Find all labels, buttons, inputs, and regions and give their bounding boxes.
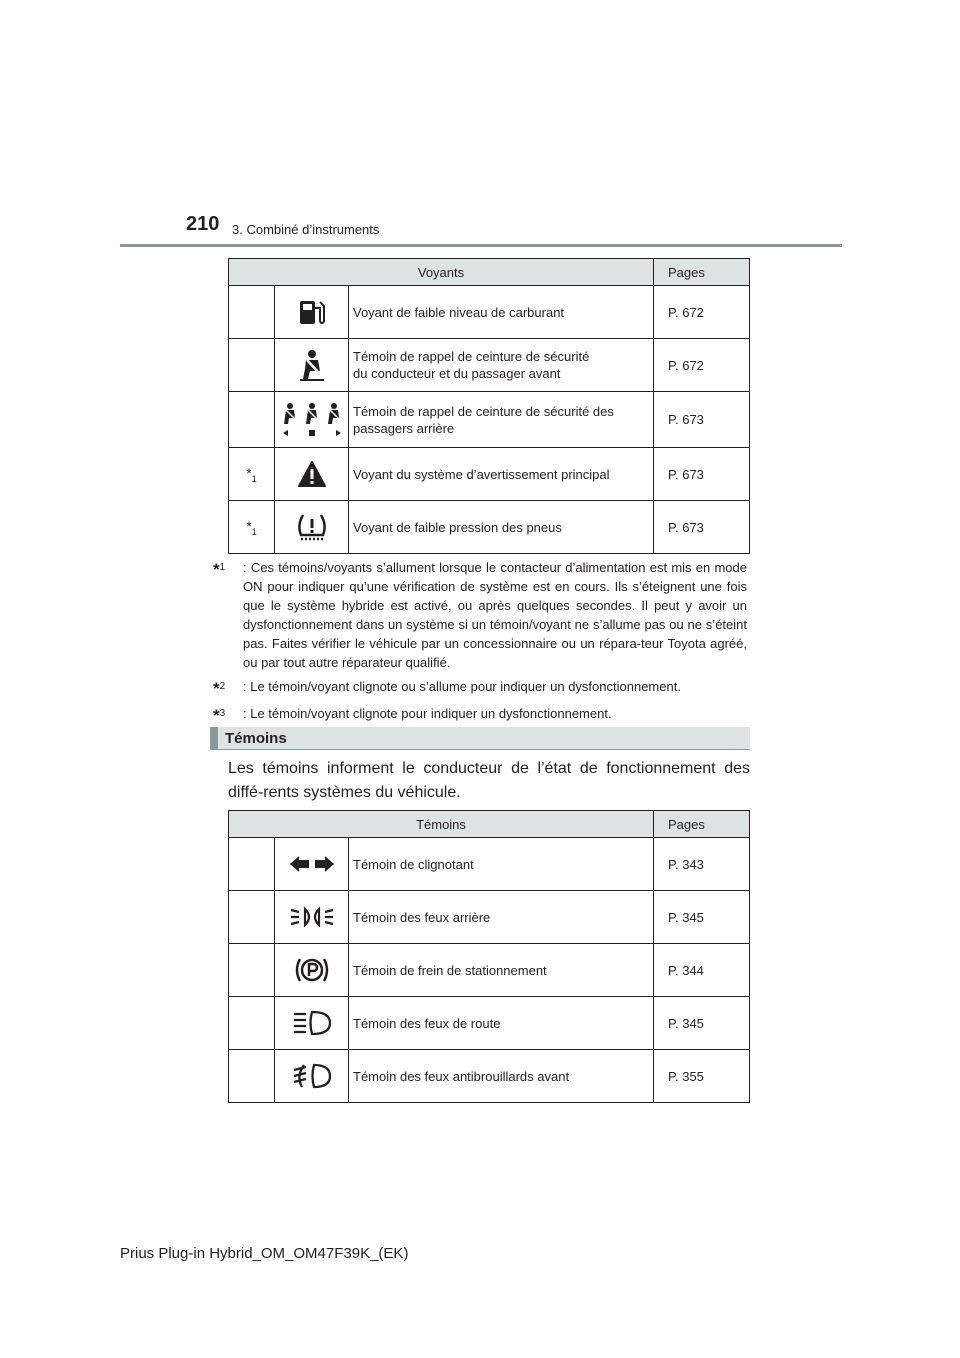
- indicator-lights-table: [228, 810, 750, 1103]
- page-reference: P. 345: [654, 997, 750, 1050]
- footnote: *$^2$ : Le témoin/voyant clignote ou s’allume pour indiquer un dysfonctionnement.: [213, 677, 747, 699]
- turn-signal-icon: [275, 838, 349, 891]
- row-description: Témoin de frein de stationnement: [349, 944, 654, 997]
- column-header-pages: Pages: [654, 811, 750, 838]
- page-reference: P. 345: [654, 891, 750, 944]
- table-row: [229, 448, 750, 501]
- rear-seatbelt-reminder-icon: [275, 392, 349, 448]
- table-row: [229, 944, 750, 997]
- page-reference: P. 343: [654, 838, 750, 891]
- table-header-row: [229, 811, 750, 838]
- parking-brake-icon: [275, 944, 349, 997]
- row-description: Témoin des feux arrière: [349, 891, 654, 944]
- tire-pressure-icon: [275, 501, 349, 554]
- table-row: [229, 891, 750, 944]
- page-reference: P. 672: [654, 339, 750, 392]
- high-beam-icon: [275, 997, 349, 1050]
- table-header-row: [229, 259, 750, 286]
- table-row: [229, 838, 750, 891]
- footnote-mark: [229, 339, 275, 392]
- row-description: Témoin de clignotant: [349, 838, 654, 891]
- footnote-text: : Le témoin/voyant clignote ou s’allume pour indiquer un dysfonctionnement.: [243, 679, 681, 694]
- row-description: Témoin de rappel de ceinture de sécurité des passagers arrière: [349, 392, 654, 448]
- page-reference: P. 673: [654, 501, 750, 554]
- table-row: [229, 501, 750, 554]
- column-header-indicator: Témoins: [229, 811, 654, 838]
- page-reference: P. 673: [654, 448, 750, 501]
- footnote: *$^3$ : Le témoin/voyant clignote pour indiquer un dysfonctionnement.: [213, 704, 747, 726]
- fuel-pump-icon: [275, 286, 349, 339]
- footnote-mark: [229, 392, 275, 448]
- table-row: [229, 339, 750, 392]
- column-header-pages: Pages: [654, 259, 750, 286]
- master-warning-icon: [275, 448, 349, 501]
- page-number: 210: [186, 213, 220, 235]
- warning-lights-table: [228, 258, 750, 554]
- section-title: 3. Combiné d’instruments: [232, 222, 380, 237]
- footnote-mark: $*_1$: [229, 501, 275, 554]
- table-row: [229, 286, 750, 339]
- footnote-mark: [229, 286, 275, 339]
- footnotes: [213, 558, 747, 731]
- table-row: [229, 392, 750, 448]
- header-rule: [120, 244, 842, 247]
- page-reference: P. 673: [654, 392, 750, 448]
- row-description: Voyant de faible pression des pneus: [349, 501, 654, 554]
- footnote-text: : Ces témoins/voyants s’allument lorsque le contacteur d’alimentation est mis en mode ON pour indiquer qu’une vérification de système est en cours. Ils s’éteignent une fois que le système hybride est activé, ou après quelques secondes. Il peut y avoir un dysfonctionnement dans un système si un témoin/voyant ne s’allume pas ou ne s’éteint pas. Faites vérifier le véhicule par un concessionnaire ou un répara-teur Toyota agréé, ou par tout autre réparateur qualifié.: [243, 560, 747, 670]
- row-description: Voyant du système d’avertissement principal: [349, 448, 654, 501]
- row-description: Voyant de faible niveau de carburant: [349, 286, 654, 339]
- column-header-indicator: Voyants: [229, 259, 654, 286]
- page-reference: P. 344: [654, 944, 750, 997]
- table-row: [229, 1050, 750, 1103]
- footnote-mark: $*_1$: [229, 448, 275, 501]
- seatbelt-reminder-icon: [275, 339, 349, 392]
- footnote: *$^1$ : Ces témoins/voyants s’allument lorsque le contacteur d’alimentation est mis en mode ON pour indiquer qu’une vérification de système est en cours. Ils s’éteignent une fois que le système hybride est activé, ou après quelques secondes. Il peut y avoir un dysfonctionnement dans un système si un témoin/voyant ne s’allume pas ou ne s’éteint pas. Faites vérifier le véhicule par un concessionnaire ou un répara-teur Toyota agréé, ou par tout autre réparateur qualifié.: [213, 560, 747, 670]
- row-description: Témoin des feux antibrouillards avant: [349, 1050, 654, 1103]
- page-reference: P. 355: [654, 1050, 750, 1103]
- page-reference: P. 672: [654, 286, 750, 339]
- tail-light-icon: [275, 891, 349, 944]
- table-row: [229, 997, 750, 1050]
- front-fog-light-icon: [275, 1050, 349, 1103]
- footnote-text: : Le témoin/voyant clignote pour indiquer un dysfonctionnement.: [243, 706, 612, 721]
- section-heading: Témoins: [210, 727, 750, 750]
- intro-paragraph: Les témoins informent le conducteur de l’état de fonctionnement des diffé-rents systèmes du véhicule.: [228, 760, 750, 801]
- row-description: Témoin de rappel de ceinture de sécurité du conducteur et du passager avant: [349, 339, 654, 392]
- row-description: Témoin des feux de route: [349, 997, 654, 1050]
- footer-text: Prius Plug-in Hybrid_OM_OM47F39K_(EK): [120, 1245, 409, 1262]
